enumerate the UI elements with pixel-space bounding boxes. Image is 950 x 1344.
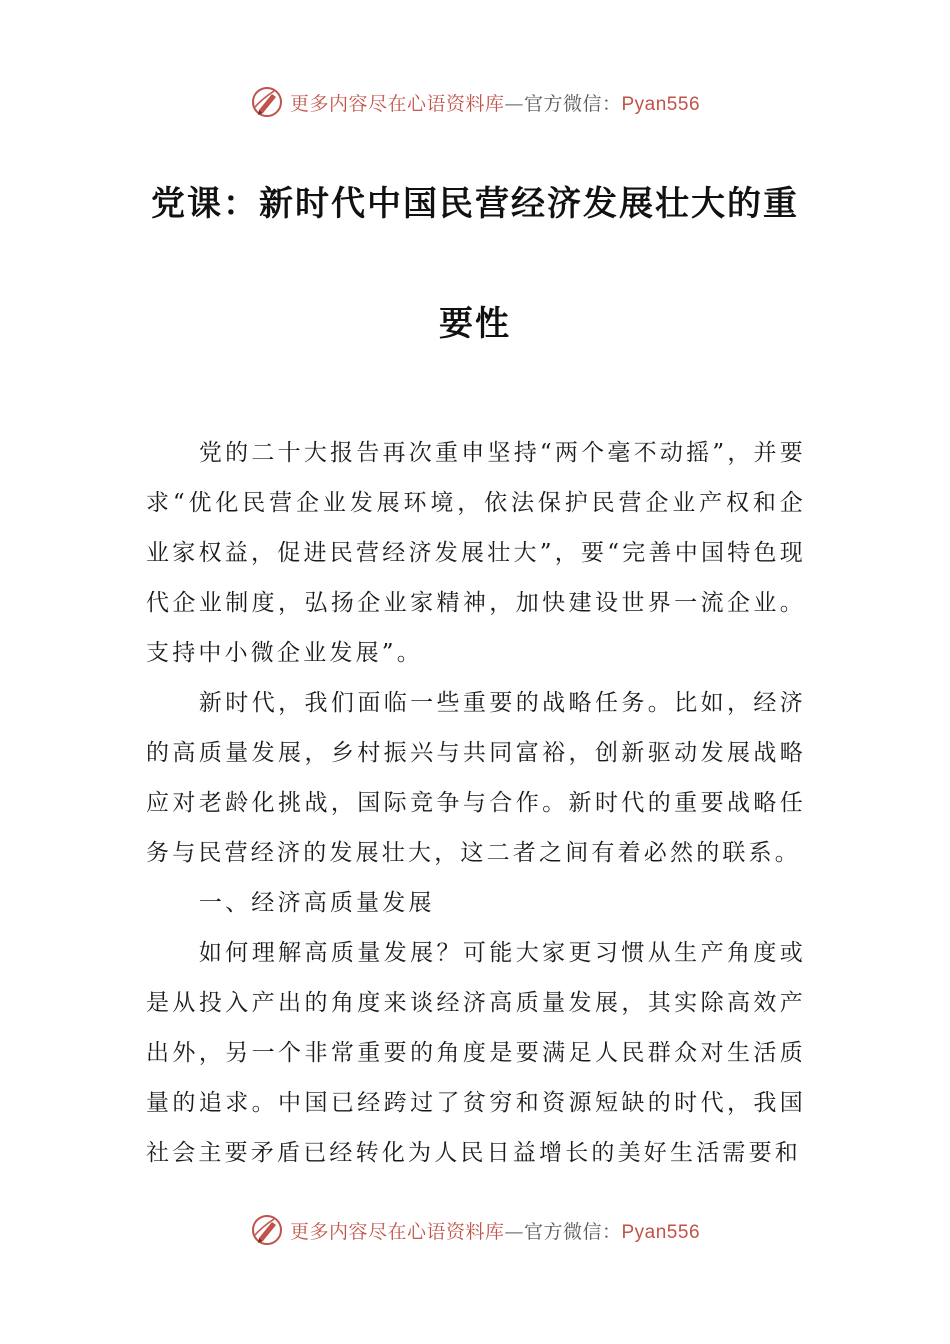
- banner-wechat-id: Pyan556: [621, 93, 701, 115]
- document-title-line2: 要性: [439, 304, 511, 344]
- paragraph-1: 党的二十大报告再次重申坚持“两个毫不动摇”，并要求“优化民营企业发展环境，依法保护民营企业产权和企业家权益，促进民营经济发展壮大”，要“完善中国特色现代企业制度，弘扬企业家精神，加快建设世界一流企业。支持中小微企业发展”。: [146, 440, 806, 666]
- section-heading-1: 一、经济高质量发展: [198, 890, 435, 916]
- footer-banner: [0, 1210, 950, 1250]
- header-banner: [0, 82, 950, 122]
- banner-wechat-id: Pyan556: [621, 1221, 701, 1243]
- paragraph-3: 如何理解高质量发展？可能大家更习惯从生产角度或是从投入产出的角度来谈经济高质量发展，其实除高效产出外，另一个非常重要的角度是要满足人民群众对生活质量的追求。中国已经跨过了贫穷和资源短缺的时代，我国社会主要矛盾已经转化为人民日益增长的美好生活需要和: [146, 940, 806, 1166]
- banner-text: [290, 89, 700, 116]
- banner-text: [290, 1217, 700, 1244]
- banner-wechat-label: 官方微信：: [523, 1220, 622, 1243]
- pen-logo-icon: [250, 1213, 284, 1247]
- banner-site-name: 更多内容尽在心语资料库: [289, 92, 505, 115]
- paragraph-2: 新时代，我们面临一些重要的战略任务。比如，经济的高质量发展，乡村振兴与共同富裕，创新驱动发展战略应对老龄化挑战，国际竞争与合作。新时代的重要战略任务与民营经济的发展壮大，这二者之间有着必然的联系。: [146, 690, 806, 866]
- document-body: [146, 428, 806, 1178]
- banner-separator: —: [504, 92, 524, 115]
- document-title-line1: 党课：新时代中国民营经济发展壮大的重: [151, 184, 799, 224]
- pen-logo-icon: [250, 85, 284, 119]
- banner-wechat-label: 官方微信：: [523, 92, 622, 115]
- banner-site-name: 更多内容尽在心语资料库: [289, 1220, 505, 1243]
- banner-separator: —: [504, 1220, 524, 1243]
